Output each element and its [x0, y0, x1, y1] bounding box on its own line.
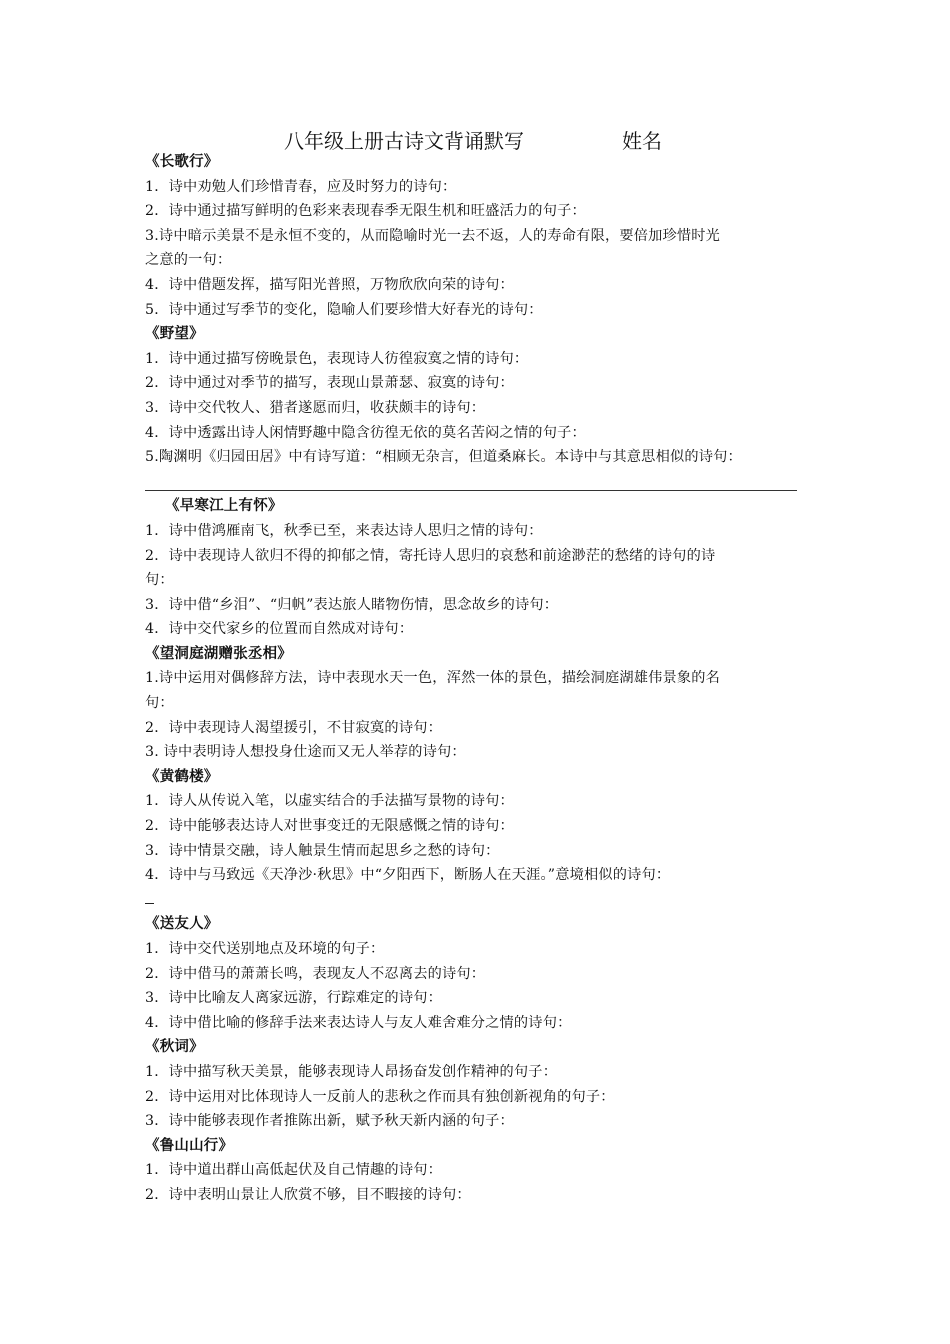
question-line: 4．诗中借题发挥，描写阳光普照，万物欣欣向荣的诗句：: [145, 276, 514, 293]
section-heading: 《长歌行》: [145, 154, 219, 170]
question-line: 4．诗中借比喻的修辞手法来表达诗人与友人难舍难分之情的诗句：: [145, 1014, 572, 1031]
name-label: 姓名: [622, 129, 662, 153]
question-line: 1．诗中道出群山高低起伏及自己情趣的诗句：: [145, 1162, 442, 1179]
question-line: 4．诗中与马致远《天净沙·秋思》中“夕阳西下，断肠人在天涯。”意境相似的诗句：: [145, 867, 671, 884]
question-line: 句：: [145, 572, 174, 589]
question-line: 2．诗中表现诗人欲归不得的抑郁之情，寄托诗人思归的哀愁和前途渺茫的愁绪的诗句的诗: [145, 547, 716, 564]
question-line: 3.诗中暗示美景不是永恒不变的，从而隐喻时光一去不返，人的寿命有限，要倍加珍惜时光: [145, 227, 721, 244]
section-heading: 《秋词》: [145, 1039, 204, 1056]
question-line: 2．诗中通过对季节的描写，表现山景萧瑟、寂寞的诗句：: [145, 375, 514, 392]
question-line: 3．诗中能够表现作者推陈出新，赋予秋天新内涵的句子：: [145, 1113, 514, 1130]
question-line: 2．诗中借马的萧萧长鸣，表现友人不忍离去的诗句：: [145, 965, 486, 982]
section-heading: 《望洞庭湖赠张丞相》: [145, 645, 292, 662]
question-line: 1．诗中劝勉人们珍惜青春，应及时努力的诗句：: [145, 178, 457, 195]
answer-blank-line: [145, 888, 815, 913]
section-heading: 《黄鹤楼》: [145, 768, 219, 785]
section-heading: 《送友人》: [145, 916, 219, 933]
question-line: 1．诗中描写秋天美景，能够表现诗人昂扬奋发创作精神的句子：: [145, 1063, 558, 1080]
question-line: 3．诗中比喻友人离家远游，行踪难定的诗句：: [145, 990, 442, 1007]
answer-blank-space: [145, 470, 815, 495]
question-line: 5．诗中通过写季节的变化，隐喻人们要珍惜大好春光的诗句：: [145, 301, 543, 318]
question-line: 1.诗中运用对偶修辞方法，诗中表现水天一色，浑然一体的景色，描绘洞庭湖雄伟景象的名: [145, 670, 721, 687]
question-line: 2．诗中能够表达诗人对世事变迁的无限感慨之情的诗句：: [145, 818, 514, 835]
question-line: 4．诗中透露出诗人闲情野趣中隐含彷徨无依的莫名苦闷之情的句子：: [145, 424, 586, 441]
question-line: 4．诗中交代家乡的位置而自然成对诗句：: [145, 621, 414, 638]
question-line: 3. 诗中表明诗人想投身仕途而又无人举荐的诗句：: [145, 744, 466, 761]
question-line: 1．诗中交代送别地点及环境的句子：: [145, 941, 385, 957]
question-line: 3．诗中情景交融，诗人触景生情而起思乡之愁的诗句：: [145, 842, 500, 859]
question-line: 1．诗中通过描写傍晚景色，表现诗人彷徨寂寞之情的诗句：: [145, 350, 529, 367]
section-heading: 《早寒江上有怀》: [165, 498, 283, 515]
question-line: 2．诗中运用对比体现诗人一反前人的悲秋之作而具有独创新视角的句子：: [145, 1088, 615, 1105]
question-line: 3．诗中借“乡泪”、“归帆”表达旅人睹物伤情，思念故乡的诗句：: [145, 596, 559, 613]
question-line: 1．诗中借鸿雁南飞，秋季已至，来表达诗人思归之情的诗句：: [145, 522, 543, 539]
question-line: 1．诗人从传说入笔，以虚实结合的手法描写景物的诗句：: [145, 793, 514, 810]
question-line: 之意的一句：: [145, 252, 232, 269]
section-heading: 《野望》: [145, 326, 204, 343]
question-line: 句：: [145, 695, 174, 712]
question-line: 2．诗中表明山景让人欣赏不够，目不暇接的诗句：: [145, 1186, 471, 1203]
page-title: 八年级上册古诗文背诵默写: [284, 129, 524, 153]
title-row: [284, 125, 704, 153]
section-heading: 《鲁山山行》: [145, 1137, 234, 1154]
question-line: 3．诗中交代牧人、猎者遂愿而归，收获颇丰的诗句：: [145, 399, 486, 416]
blank-underline: [145, 891, 154, 904]
question-line: 2．诗中通过描写鲜明的色彩来表现春季无限生机和旺盛活力的句子：: [145, 203, 586, 220]
question-line: 5.陶渊明《归园田居》中有诗写道：“相顾无杂言，但道桑麻长。本诗中与其意思相似的诗句：: [145, 449, 742, 466]
question-line: 2．诗中表现诗人渴望援引，不甘寂寞的诗句：: [145, 719, 442, 736]
worksheet-content: [145, 150, 815, 1208]
